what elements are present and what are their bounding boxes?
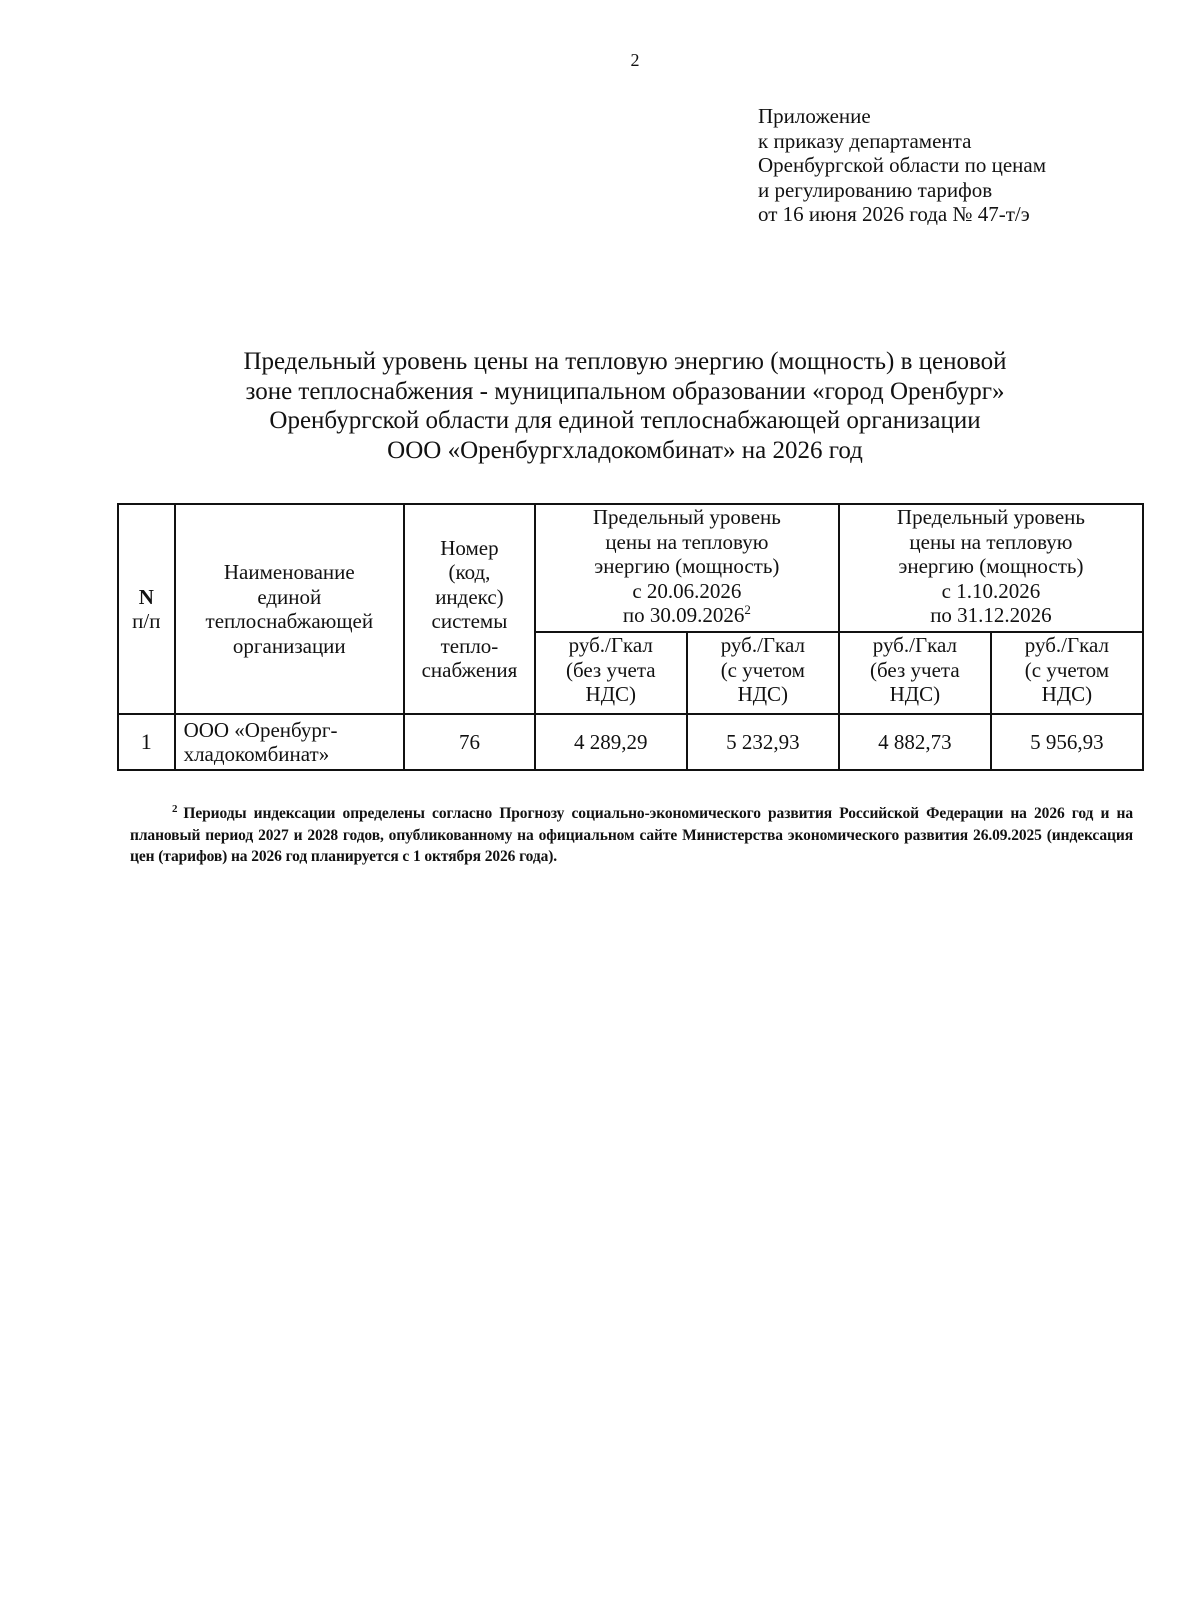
cell-p1-without-vat: 4 289,29 <box>535 714 687 770</box>
header-text: п/п <box>132 609 161 633</box>
header-text: НДС) <box>889 682 941 706</box>
header-p1-with-vat <box>687 632 839 714</box>
header-p2-with-vat <box>991 632 1143 714</box>
header-text: руб./Гкал <box>720 633 805 657</box>
header-text: системы <box>431 609 508 633</box>
header-text: (с учетом <box>720 657 805 682</box>
appendix-line: и регулированию тарифов <box>758 177 993 202</box>
header-text: единой <box>257 584 322 609</box>
header-text: (без учета <box>870 657 960 682</box>
header-text-with-footnote <box>540 603 834 628</box>
appendix-header <box>758 104 1046 227</box>
cell-text: ООО «Оренбург- <box>183 718 338 742</box>
footnote-reference: 2 <box>744 602 751 617</box>
cell-p2-without-vat: 4 882,73 <box>839 714 991 770</box>
header-text: цены на тепловую <box>605 529 769 554</box>
header-text: теплоснабжающей <box>205 609 374 633</box>
header-system-code <box>404 504 535 714</box>
header-text: организации <box>232 633 346 658</box>
footnote-mark: 2 <box>172 802 178 815</box>
header-text: цены на тепловую <box>909 529 1073 554</box>
header-text: энергию (мощность) <box>594 554 780 578</box>
header-text: НДС) <box>737 682 789 706</box>
cell-system-code: 76 <box>404 714 535 770</box>
cell-org-name <box>175 714 404 770</box>
header-text: тепло- <box>440 633 499 658</box>
header-text: Предельный уровень <box>592 505 781 529</box>
appendix-line: Приложение <box>758 104 871 128</box>
header-text: НДС) <box>1041 682 1093 706</box>
document-title <box>150 347 1100 465</box>
header-text: Номер <box>440 535 499 560</box>
header-period-2 <box>839 504 1143 632</box>
header-text: с 1.10.2026 <box>941 578 1041 603</box>
header-text: по 31.12.2026 <box>930 603 1052 627</box>
title-line: зоне теплоснабжения - муниципальном образовании «город Оренбург» <box>245 377 1005 405</box>
title-line: ООО «Оренбургхладокомбинат» на 2026 год <box>387 436 863 464</box>
cell-p1-with-vat: 5 232,93 <box>687 714 839 770</box>
header-text: (с учетом <box>1024 657 1110 682</box>
footnote-text: Периоды индексации определены согласно Прогнозу социально-экономического развития Российской Федерации на 2026 год и на плановый период 2027 и 2028 годов, опубликованному на официальном сайте Министерства экономического развития 26.09.2025 (индексация цен (тарифов) на 2026 год планируется с 1 октября 2026 года). <box>130 805 1133 865</box>
header-period-1 <box>535 504 839 632</box>
header-text: N <box>138 585 154 609</box>
page-number: 2 <box>630 50 640 70</box>
header-text: (без учета <box>565 657 656 682</box>
cell-p2-with-vat: 5 956,93 <box>991 714 1143 770</box>
table-header-row <box>118 504 1143 632</box>
header-text: энергию (мощность) <box>898 554 1084 578</box>
header-text: руб./Гкал <box>872 633 957 657</box>
header-text: Предельный уровень <box>896 505 1085 529</box>
title-line: Оренбургской области для единой теплоснабжающей организации <box>269 407 981 434</box>
header-text: руб./Гкал <box>1024 633 1110 657</box>
header-text: НДС) <box>585 682 637 706</box>
footnote <box>130 803 1133 868</box>
header-number <box>118 504 175 714</box>
table-row <box>118 714 1143 770</box>
appendix-line: Оренбургской области по ценам <box>758 153 1047 177</box>
header-text: по 30.09.2026 <box>622 603 745 627</box>
header-p2-without-vat <box>839 632 991 714</box>
appendix-line: к приказу департамента <box>758 128 972 153</box>
header-text: Наименование <box>223 560 355 584</box>
tariff-table <box>117 503 1144 771</box>
header-text: (код, <box>448 560 491 584</box>
header-org-name <box>175 504 404 714</box>
cell-text: хладокомбинат» <box>183 742 330 766</box>
header-text: руб./Гкал <box>568 633 653 657</box>
cell-number: 1 <box>118 714 175 770</box>
header-text: снабжения <box>421 658 518 682</box>
title-line: Предельный уровень цены на тепловую энергию (мощность) в ценовой <box>243 348 1007 375</box>
header-p1-without-vat <box>535 632 687 714</box>
appendix-line: от 16 июня 2026 года № 47-т/э <box>758 202 1030 226</box>
header-text: с 20.06.2026 <box>632 578 742 603</box>
header-text: индекс) <box>435 584 504 609</box>
